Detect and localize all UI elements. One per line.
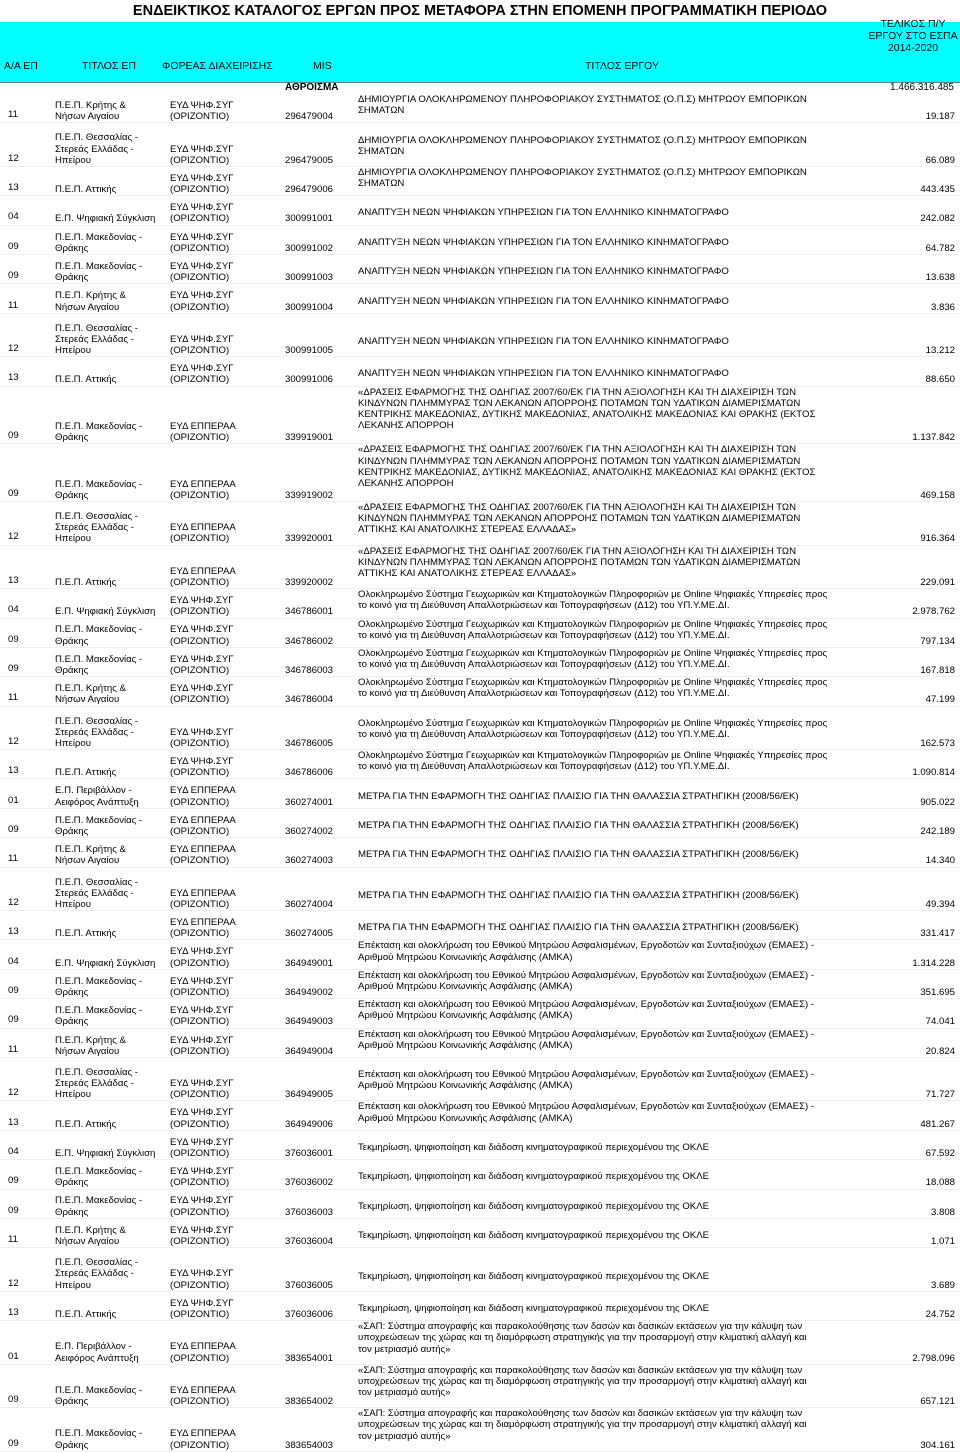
- row-ep: 09: [8, 487, 19, 499]
- row-fund: ΕΥΔ ΕΠΠΕΡΑΑ (ΟΡΙΖΟΝΤΙΟ): [170, 844, 236, 867]
- row-region: Ε.Π. Ψηφιακή Σύγκλιση: [55, 1147, 156, 1159]
- row-ep: 11: [8, 1043, 18, 1055]
- row-mis: 300991002: [285, 242, 334, 254]
- row-fund: ΕΥΔ ΨΗΦ.ΣΥΓ (ΟΡΙΖΟΝΤΙΟ): [170, 624, 234, 647]
- row-fund: ΕΥΔ ΕΠΠΕΡΑΑ (ΟΡΙΖΟΝΤΙΟ): [170, 785, 236, 808]
- header-mis: MIS: [313, 60, 332, 72]
- row-fund: ΕΥΔ ΨΗΦ.ΣΥΓ (ΟΡΙΖΟΝΤΙΟ): [170, 1195, 234, 1218]
- table-row: [0, 444, 960, 502]
- summary-label: ΑΘΡΟΙΣΜΑ: [285, 82, 339, 93]
- row-title: ΜΕΤΡΑ ΓΙΑ ΤΗΝ ΕΦΑΡΜΟΓΗ ΤΗΣ ΟΔΗΓΙΑΣ ΠΛΑΙΣΙΟ ΓΙΑ ΤΗΝ ΘΑΛΑΣΣΙΑ ΣΤΡΑΤΗΓΙΚΗ (2008/56/ΕΚ): [358, 790, 799, 802]
- table-row: [0, 809, 960, 838]
- row-title: «ΔΡΑΣΕΙΣ ΕΦΑΡΜΟΓΗΣ ΤΗΣ ΟΔΗΓΙΑΣ 2007/60/ΕΚ ΓΙΑ ΤΗΝ ΑΞΙΟΛΟΓΗΣΗ ΚΑΙ ΤΗ ΔΙΑΧΕΙΡΙΣΗ ΤΩΝ ΚΙΝΔΥΝΩΝ ΠΛΗΜΜΥΡΑΣ ΤΩΝ ΛΕΚΑΝΩΝ ΑΠΟΡΡΟΗΣ ΠΟΤΑΜΩΝ ΤΩΝ ΥΔΑΤΙΚΩΝ ΔΙΑΜΕΡΙΣΜΑΤΩΝ ΚΕΝΤΡΙΚΗΣ ΜΑΚΕΔΟΝΙΑΣ, ΔΥΤΙΚΗΣ ΜΑΚΕΔΟΝΙΑΣ, ΑΝΑΤΟΛΙΚΗΣ ΜΑΚΕΔΟΝΙΑΣ ΚΑΙ ΘΡΑΚΗΣ (ΕΚΤΟΣ ΛΕΚΑΝΗΣ ΑΠΟΡΡΟΗ: [358, 386, 816, 432]
- row-ep: 11: [8, 109, 18, 121]
- row-title: «ΔΡΑΣΕΙΣ ΕΦΑΡΜΟΓΗΣ ΤΗΣ ΟΔΗΓΙΑΣ 2007/60/ΕΚ ΓΙΑ ΤΗΝ ΑΞΙΟΛΟΓΗΣΗ ΚΑΙ ΤΗ ΔΙΑΧΕΙΡΙΣΗ ΤΩΝ ΚΙΝΔΥΝΩΝ ΠΛΗΜΜΥΡΑΣ ΤΩΝ ΛΕΚΑΝΩΝ ΑΠΟΡΡΟΗΣ ΠΟΤΑΜΩΝ ΤΩΝ ΥΔΑΤΙΚΩΝ ΔΙΑΜΕΡΙΣΜΑΤΩΝ ΑΤΤΙΚΗΣ ΚΑΙ ΑΝΑΤΟΛΙΚΗΣ ΣΤΕΡΕΑΣ ΕΛΛΑΔΑΣ»: [358, 502, 801, 536]
- row-fund: ΕΥΔ ΕΠΠΕΡΑΑ (ΟΡΙΖΟΝΤΙΟ): [170, 420, 236, 444]
- row-ep: 12: [8, 1087, 19, 1099]
- row-amount: 443.435: [920, 184, 955, 196]
- header-fund: ΦΟΡΕΑΣ ΔΙΑΧΕΙΡΙΣΗΣ: [162, 60, 273, 72]
- row-mis: 383654002: [285, 1396, 334, 1408]
- row-title: ΔΗΜΙΟΥΡΓΙΑ ΟΛΟΚΛΗΡΩΜΕΝΟΥ ΠΛΗΡΟΦΟΡΙΑΚΟΥ ΣΥΣΤΗΜΑΤΟΣ (Ο.Π.Σ) ΜΗΤΡΩΟΥ ΕΜΠΟΡΙΚΩΝ ΣΗΜΑΤΩΝ: [358, 166, 807, 190]
- row-region: Π.Ε.Π. Αττικής: [55, 184, 117, 196]
- row-title: Τεκμηρίωση, ψηφιοποίηση και διάδοση κινηματογραφικού περιεχομένου της ΟΚΛΕ: [358, 1230, 709, 1242]
- row-fund: ΕΥΔ ΨΗΦ.ΣΥΓ (ΟΡΙΖΟΝΤΙΟ): [170, 363, 234, 386]
- row-ep: 12: [8, 531, 19, 543]
- table-row: [0, 970, 960, 999]
- row-title: ΑΝΑΠΤΥΞΗ ΝΕΩΝ ΨΗΦΙΑΚΩΝ ΥΠΗΡΕΣΙΩΝ ΓΙΑ ΤΟΝ ΕΛΛΗΝΙΚΟ ΚΙΝΗΜΑΤΟΓΡΑΦΟ: [358, 236, 729, 248]
- row-mis: 364949004: [285, 1045, 334, 1057]
- row-ep: 09: [8, 240, 19, 252]
- table-header: [0, 18, 960, 83]
- row-ep: 09: [8, 824, 19, 835]
- row-fund: ΕΥΔ ΨΗΦ.ΣΥΓ (ΟΡΙΖΟΝΤΙΟ): [170, 946, 234, 969]
- row-amount: 71.727: [925, 1089, 955, 1101]
- row-fund: ΕΥΔ ΕΠΠΕΡΑΑ (ΟΡΙΖΟΝΤΙΟ): [170, 887, 236, 910]
- table-row: [0, 1219, 960, 1248]
- row-fund: ΕΥΔ ΨΗΦ.ΣΥΓ (ΟΡΙΖΟΝΤΙΟ): [170, 1005, 234, 1028]
- row-mis: 360274005: [285, 928, 334, 940]
- row-ep: 09: [8, 1437, 19, 1449]
- row-ep: 13: [8, 1306, 19, 1318]
- row-title: Επέκταση και ολοκλήρωση του Εθνικού Μητρώου Ασφαλισμένων, Εργοδοτών και Συνταξιούχων (ΕΜΑΕΣ) - Αριθμού Μητρώου Κοινωνικής Ασφάλισης (ΑΜΚΑ): [358, 969, 815, 993]
- row-mis: 360274002: [285, 826, 334, 837]
- row-ep: 09: [8, 270, 19, 282]
- row-amount: 47.199: [925, 694, 955, 706]
- row-ep: 11: [8, 1234, 18, 1246]
- header-ep-title: ΤΙΤΛΟΣ ΕΠ: [82, 60, 136, 72]
- row-mis: 360274004: [285, 898, 334, 910]
- row-fund: ΕΥΔ ΨΗΦ.ΣΥΓ (ΟΡΙΖΟΝΤΙΟ): [170, 231, 234, 254]
- table-row: [0, 123, 960, 167]
- row-region: Π.Ε.Π. Κρήτης & Νήσων Αιγαίου: [55, 290, 126, 313]
- table-row: [0, 1248, 960, 1292]
- row-region: Ε.Π. Περιβάλλον - Αειφόρος Ανάπτυξη: [55, 785, 139, 808]
- table-row: [0, 226, 960, 255]
- row-fund: ΕΥΔ ΨΗΦ.ΣΥΓ (ΟΡΙΖΟΝΤΙΟ): [170, 726, 234, 749]
- row-title: Τεκμηρίωση, ψηφιοποίηση και διάδοση κινηματογραφικού περιεχομένου της ΟΚΛΕ: [358, 1200, 709, 1212]
- table-row: [0, 838, 960, 867]
- table-row: [0, 868, 960, 912]
- row-title: Ολοκληρωμένο Σύστημα Γεωχωρικών και Κτηματολογικών Πληροφοριών με Online Ψηφιακές Υπηρεσίες προς το κοινό για τη Διεύθυνση Απαλλοτριώσεων και Τοπογραφήσεων (Δ12) του ΥΠ.Υ.ΜΕ.ΔΙ.: [358, 618, 828, 641]
- row-amount: 18.088: [925, 1177, 955, 1189]
- row-amount: 67.592: [925, 1147, 955, 1159]
- row-mis: 346786001: [285, 606, 334, 618]
- table-row: [0, 911, 960, 940]
- row-mis: 383654003: [285, 1439, 334, 1451]
- row-title: «ΔΡΑΣΕΙΣ ΕΦΑΡΜΟΓΗΣ ΤΗΣ ΟΔΗΓΙΑΣ 2007/60/ΕΚ ΓΙΑ ΤΗΝ ΑΞΙΟΛΟΓΗΣΗ ΚΑΙ ΤΗ ΔΙΑΧΕΙΡΙΣΗ ΤΩΝ ΚΙΝΔΥΝΩΝ ΠΛΗΜΜΥΡΑΣ ΤΩΝ ΛΕΚΑΝΩΝ ΑΠΟΡΡΟΗΣ ΠΟΤΑΜΩΝ ΤΩΝ ΥΔΑΤΙΚΩΝ ΔΙΑΜΕΡΙΣΜΑΤΩΝ ΚΕΝΤΡΙΚΗΣ ΜΑΚΕΔΟΝΙΑΣ, ΔΥΤΙΚΗΣ ΜΑΚΕΔΟΝΙΑΣ, ΑΝΑΤΟΛΙΚΗΣ ΜΑΚΕΔΟΝΙΑΣ ΚΑΙ ΘΡΑΚΗΣ (ΕΚΤΟΣ ΛΕΚΑΝΗΣ ΑΠΟΡΡΟΗ: [358, 444, 816, 489]
- row-ep: 04: [8, 1145, 19, 1157]
- table-row: [0, 677, 960, 706]
- row-ep: 09: [8, 633, 19, 645]
- row-ep: 04: [8, 604, 19, 616]
- row-mis: 376036001: [285, 1147, 334, 1159]
- row-mis: 346786002: [285, 635, 334, 647]
- row-region: Π.Ε.Π. Μακεδονίας - Θράκης: [55, 1428, 143, 1451]
- row-region: Π.Ε.Π. Μακεδονίας - Θράκης: [55, 231, 143, 254]
- document-title: ΕΝΔΕΙΚΤΙΚΟΣ ΚΑΤΑΛΟΓΟΣ ΕΡΓΩΝ ΠΡΟΣ ΜΕΤΑΦΟΡΑ ΣΤΗΝ ΕΠΟΜΕΝΗ ΠΡΟΓΡΑΜΜΑΤΙΚΗ ΠΕΡΙΟΔΟ: [132, 3, 828, 19]
- row-amount: 13.638: [925, 272, 955, 284]
- row-amount: 1.314.228: [912, 957, 955, 969]
- row-ep: 09: [8, 1175, 19, 1187]
- row-title: ΑΝΑΠΤΥΞΗ ΝΕΩΝ ΨΗΦΙΑΚΩΝ ΥΠΗΡΕΣΙΩΝ ΓΙΑ ΤΟΝ ΕΛΛΗΝΙΚΟ ΚΙΝΗΜΑΤΟΓΡΑΦΟ: [358, 207, 729, 219]
- row-title: «ΔΡΑΣΕΙΣ ΕΦΑΡΜΟΓΗΣ ΤΗΣ ΟΔΗΓΙΑΣ 2007/60/ΕΚ ΓΙΑ ΤΗΝ ΑΞΙΟΛΟΓΗΣΗ ΚΑΙ ΤΗ ΔΙΑΧΕΙΡΙΣΗ ΤΩΝ ΚΙΝΔΥΝΩΝ ΠΛΗΜΜΥΡΑΣ ΤΩΝ ΛΕΚΑΝΩΝ ΑΠΟΡΡΟΗΣ ΠΟΤΑΜΩΝ ΤΩΝ ΥΔΑΤΙΚΩΝ ΔΙΑΜΕΡΙΣΜΑΤΩΝ ΑΤΤΙΚΗΣ ΚΑΙ ΑΝΑΤΟΛΙΚΗΣ ΣΤΕΡΕΑΣ ΕΛΛΑΔΑΣ»: [358, 545, 801, 579]
- row-region: Ε.Π. Περιβάλλον - Αειφόρος Ανάπτυξη: [55, 1341, 139, 1364]
- row-mis: 346786006: [285, 767, 334, 779]
- row-title: Τεκμηρίωση, ψηφιοποίηση και διάδοση κινηματογραφικού περιεχομένου της ΟΚΛΕ: [358, 1270, 709, 1282]
- table-row: [0, 387, 960, 445]
- row-mis: 383654001: [285, 1352, 334, 1364]
- row-fund: ΕΥΔ ΨΗΦ.ΣΥΓ (ΟΡΙΖΟΝΤΙΟ): [170, 1078, 234, 1101]
- row-amount: 3.836: [930, 301, 955, 313]
- row-title: Τεκμηρίωση, ψηφιοποίηση και διάδοση κινηματογραφικού περιεχομένου της ΟΚΛΕ: [358, 1303, 709, 1314]
- row-title: «ΣΑΠ: Σύστημα απογραφής και παρακολούθησης των δασών και δασικών εκτάσεων για την κάλυψη των υποχρεώσεων της χώρας και τη διαμόρφωση στρατηγικής για την προσαρμογή στην κλιματική αλλαγή και τον μετριασμό αυτής»: [358, 1408, 807, 1442]
- table-row: [0, 999, 960, 1028]
- row-amount: 481.267: [920, 1118, 955, 1130]
- row-mis: 296479006: [285, 184, 334, 196]
- row-amount: 469.158: [920, 489, 955, 501]
- row-mis: 300991006: [285, 374, 334, 386]
- row-fund: ΕΥΔ ΕΠΠΕΡΑΑ (ΟΡΙΖΟΝΤΙΟ): [170, 917, 236, 940]
- row-region: Π.Ε.Π. Θεσσαλίας - Στερεάς Ελλάδας - Ηπείρου: [55, 1066, 139, 1101]
- row-ep: 04: [8, 211, 19, 223]
- row-mis: 339920001: [285, 533, 334, 545]
- row-ep: 13: [8, 926, 19, 938]
- row-title: ΜΕΤΡΑ ΓΙΑ ΤΗΝ ΕΦΑΡΜΟΓΗ ΤΗΣ ΟΔΗΓΙΑΣ ΠΛΑΙΣΙΟ ΓΙΑ ΤΗΝ ΘΑΛΑΣΣΙΑ ΣΤΡΑΤΗΓΙΚΗ (2008/56/ΕΚ): [358, 849, 799, 861]
- row-fund: ΕΥΔ ΨΗΦ.ΣΥΓ (ΟΡΙΖΟΝΤΙΟ): [170, 1166, 234, 1189]
- row-region: Π.Ε.Π. Αττικής: [55, 1308, 117, 1320]
- row-amount: 66.089: [925, 154, 955, 166]
- row-title: ΑΝΑΠΤΥΞΗ ΝΕΩΝ ΨΗΦΙΑΚΩΝ ΥΠΗΡΕΣΙΩΝ ΓΙΑ ΤΟΝ ΕΛΛΗΝΙΚΟ ΚΙΝΗΜΑΤΟΓΡΑΦΟ: [358, 266, 729, 278]
- row-mis: 296479004: [285, 111, 334, 123]
- row-region: Π.Ε.Π. Μακεδονίας - Θράκης: [55, 624, 143, 647]
- row-fund: ΕΥΔ ΨΗΦ.ΣΥΓ (ΟΡΙΖΟΝΤΙΟ): [170, 1268, 234, 1291]
- row-amount: 916.364: [920, 533, 955, 545]
- row-fund: ΕΥΔ ΨΗΦ.ΣΥΓ (ΟΡΙΖΟΝΤΙΟ): [170, 595, 234, 618]
- row-fund: ΕΥΔ ΕΠΠΕΡΑΑ (ΟΡΙΖΟΝΤΙΟ): [170, 478, 236, 501]
- row-fund: ΕΥΔ ΨΗΦ.ΣΥΓ (ΟΡΙΖΟΝΤΙΟ): [170, 172, 234, 196]
- row-title: ΔΗΜΙΟΥΡΓΙΑ ΟΛΟΚΛΗΡΩΜΕΝΟΥ ΠΛΗΡΟΦΟΡΙΑΚΟΥ ΣΥΣΤΗΜΑΤΟΣ (Ο.Π.Σ) ΜΗΤΡΩΟΥ ΕΜΠΟΡΙΚΩΝ ΣΗΜΑΤΩΝ: [358, 134, 807, 157]
- row-region: Π.Ε.Π. Αττικής: [55, 1118, 117, 1130]
- row-region: Π.Ε.Π. Μακεδονίας - Θράκης: [55, 420, 143, 444]
- row-amount: 24.752: [925, 1308, 955, 1320]
- table-row: [0, 750, 960, 779]
- row-ep: 13: [8, 765, 19, 777]
- row-mis: 364949005: [285, 1089, 334, 1101]
- project-table: [0, 94, 960, 1452]
- row-region: Π.Ε.Π. Μακεδονίας - Θράκης: [55, 653, 143, 677]
- row-ep: 12: [8, 735, 19, 747]
- row-title: Επέκταση και ολοκλήρωση του Εθνικού Μητρώου Ασφαλισμένων, Εργοδοτών και Συνταξιούχων (ΕΜΑΕΣ) - Αριθμού Μητρώου Κοινωνικής Ασφάλισης (ΑΜΚΑ): [358, 940, 815, 963]
- row-region: Π.Ε.Π. Κρήτης & Νήσων Αιγαίου: [55, 683, 126, 706]
- row-mis: 300991005: [285, 345, 334, 357]
- table-row: [0, 1365, 960, 1409]
- table-row: [0, 1292, 960, 1321]
- row-fund: ΕΥΔ ΨΗΦ.ΣΥΓ (ΟΡΙΖΟΝΤΙΟ): [170, 99, 234, 123]
- row-mis: 296479005: [285, 154, 334, 166]
- row-fund: ΕΥΔ ΕΠΠΕΡΑΑ (ΟΡΙΖΟΝΤΙΟ): [170, 814, 236, 837]
- header-project-title: ΤΙΤΛΟΣ ΕΡΓΟΥ: [585, 60, 659, 72]
- row-region: Π.Ε.Π. Κρήτης & Νήσων Αιγαίου: [55, 844, 126, 867]
- table-row: [0, 779, 960, 808]
- table-row: [0, 167, 960, 196]
- row-fund: ΕΥΔ ΨΗΦ.ΣΥΓ (ΟΡΙΖΟΝΤΙΟ): [170, 653, 234, 677]
- row-fund: ΕΥΔ ΨΗΦ.ΣΥΓ (ΟΡΙΖΟΝΤΙΟ): [170, 683, 234, 706]
- row-mis: 360274001: [285, 796, 334, 808]
- table-row: [0, 589, 960, 618]
- row-fund: ΕΥΔ ΕΠΠΕΡΑΑ (ΟΡΙΖΟΝΤΙΟ): [170, 565, 236, 588]
- row-amount: 2.978.762: [912, 606, 955, 618]
- row-region: Π.Ε.Π. Κρήτης & Νήσων Αιγαίου: [55, 1224, 126, 1248]
- row-title: Επέκταση και ολοκλήρωση του Εθνικού Μητρώου Ασφαλισμένων, Εργοδοτών και Συνταξιούχων (ΕΜΑΕΣ) - Αριθμού Μητρώου Κοινωνικής Ασφάλισης (ΑΜΚΑ): [358, 1028, 815, 1051]
- row-region: Π.Ε.Π. Θεσσαλίας - Στερεάς Ελλάδας - Ηπείρου: [55, 510, 139, 545]
- row-ep: 11: [8, 692, 18, 704]
- row-amount: 905.022: [920, 796, 955, 808]
- summary-row: [0, 82, 960, 94]
- row-ep: 12: [8, 152, 19, 164]
- row-ep: 12: [8, 1277, 19, 1289]
- row-fund: ΕΥΔ ΨΗΦ.ΣΥΓ (ΟΡΙΖΟΝΤΙΟ): [170, 260, 234, 284]
- row-ep: 09: [8, 430, 19, 442]
- row-amount: 14.340: [925, 855, 955, 867]
- row-mis: 300991001: [285, 213, 334, 225]
- row-ep: 04: [8, 955, 19, 967]
- row-region: Π.Ε.Π. Αττικής: [55, 767, 117, 779]
- table-row: [0, 255, 960, 284]
- row-region: Π.Ε.Π. Μακεδονίας - Θράκης: [55, 260, 143, 284]
- row-ep: 12: [8, 896, 19, 908]
- row-amount: 331.417: [920, 928, 955, 940]
- row-amount: 797.134: [920, 635, 955, 647]
- row-region: Π.Ε.Π. Κρήτης & Νήσων Αιγαίου: [55, 1034, 126, 1057]
- row-region: Π.Ε.Π. Κρήτης & Νήσων Αιγαίου: [55, 99, 126, 123]
- row-title: Επέκταση και ολοκλήρωση του Εθνικού Μητρώου Ασφαλισμένων, Εργοδοτών και Συνταξιούχων (ΕΜΑΕΣ) - Αριθμού Μητρώου Κοινωνικής Ασφάλισης (ΑΜΚΑ): [358, 1069, 815, 1092]
- row-amount: 242.082: [920, 213, 955, 225]
- row-ep: 12: [8, 343, 19, 355]
- row-mis: 360274003: [285, 855, 334, 867]
- row-amount: 3.808: [930, 1206, 955, 1218]
- row-title: Ολοκληρωμένο Σύστημα Γεωχωρικών και Κτηματολογικών Πληροφοριών με Online Ψηφιακές Υπηρεσίες προς το κοινό για τη Διεύθυνση Απαλλοτριώσεων και Τοπογραφήσεων (Δ12) του ΥΠ.Υ.ΜΕ.ΔΙ.: [358, 589, 828, 612]
- row-ep: 01: [8, 794, 19, 806]
- row-fund: ΕΥΔ ΕΠΠΕΡΑΑ (ΟΡΙΖΟΝΤΙΟ): [170, 1384, 236, 1408]
- row-fund: ΕΥΔ ΨΗΦ.ΣΥΓ (ΟΡΙΖΟΝΤΙΟ): [170, 290, 234, 313]
- table-row: [0, 1190, 960, 1219]
- row-region: Ε.Π. Ψηφιακή Σύγκλιση: [55, 213, 156, 225]
- row-amount: 74.041: [925, 1016, 955, 1028]
- row-title: Επέκταση και ολοκλήρωση του Εθνικού Μητρώου Ασφαλισμένων, Εργοδοτών και Συνταξιούχων (ΕΜΑΕΣ) - Αριθμού Μητρώου Κοινωνικής Ασφάλισης (ΑΜΚΑ): [358, 999, 815, 1022]
- table-row: [0, 502, 960, 546]
- row-mis: 376036005: [285, 1279, 334, 1291]
- row-ep: 09: [8, 984, 19, 996]
- row-region: Π.Ε.Π. Μακεδονίας - Θράκης: [55, 1195, 143, 1218]
- row-amount: 162.573: [920, 737, 955, 749]
- row-title: ΜΕΤΡΑ ΓΙΑ ΤΗΝ ΕΦΑΡΜΟΓΗ ΤΗΣ ΟΔΗΓΙΑΣ ΠΛΑΙΣΙΟ ΓΙΑ ΤΗΝ ΘΑΛΑΣΣΙΑ ΣΤΡΑΤΗΓΙΚΗ (2008/56/ΕΚ): [358, 820, 799, 832]
- row-mis: 346786003: [285, 665, 334, 677]
- row-amount: 3.689: [930, 1279, 955, 1291]
- row-amount: 64.782: [925, 242, 955, 254]
- row-region: Π.Ε.Π. Αττικής: [55, 576, 117, 588]
- row-title: ΜΕΤΡΑ ΓΙΑ ΤΗΝ ΕΦΑΡΜΟΓΗ ΤΗΣ ΟΔΗΓΙΑΣ ΠΛΑΙΣΙΟ ΓΙΑ ΤΗΝ ΘΑΛΑΣΣΙΑ ΣΤΡΑΤΗΓΙΚΗ (2008/56/ΕΚ): [358, 922, 799, 934]
- row-amount: 351.695: [920, 986, 955, 998]
- row-mis: 300991004: [285, 301, 334, 313]
- row-ep: 13: [8, 372, 19, 384]
- row-title: ΔΗΜΙΟΥΡΓΙΑ ΟΛΟΚΛΗΡΩΜΕΝΟΥ ΠΛΗΡΟΦΟΡΙΑΚΟΥ ΣΥΣΤΗΜΑΤΟΣ (Ο.Π.Σ) ΜΗΤΡΩΟΥ ΕΜΠΟΡΙΚΩΝ ΣΗΜΑΤΩΝ: [358, 94, 807, 117]
- row-region: Π.Ε.Π. Θεσσαλίας - Στερεάς Ελλάδας - Ηπείρου: [55, 132, 139, 166]
- row-region: Π.Ε.Π. Θεσσαλίας - Στερεάς Ελλάδας - Ηπείρου: [55, 715, 139, 749]
- table-row: [0, 1160, 960, 1189]
- row-fund: ΕΥΔ ΨΗΦ.ΣΥΓ (ΟΡΙΖΟΝΤΙΟ): [170, 1136, 234, 1159]
- table-row: [0, 357, 960, 386]
- row-mis: 346786004: [285, 694, 334, 706]
- row-region: Π.Ε.Π. Θεσσαλίας - Στερεάς Ελλάδας - Ηπείρου: [55, 1257, 139, 1291]
- row-mis: 346786005: [285, 737, 334, 749]
- row-ep: 11: [8, 299, 18, 311]
- row-amount: 304.161: [920, 1439, 955, 1451]
- row-fund: ΕΥΔ ΨΗΦ.ΣΥΓ (ΟΡΙΖΟΝΤΙΟ): [170, 1297, 234, 1320]
- row-mis: 364949006: [285, 1118, 334, 1130]
- row-title: Ολοκληρωμένο Σύστημα Γεωχωρικών και Κτηματολογικών Πληροφοριών με Online Ψηφιακές Υπηρεσίες προς το κοινό για τη Διεύθυνση Απαλλοτριώσεων και Τοπογραφήσεων (Δ12) του ΥΠ.Υ.ΜΕ.ΔΙ.: [358, 750, 828, 773]
- row-ep: 01: [8, 1350, 19, 1362]
- row-mis: 364949002: [285, 986, 334, 998]
- row-ep: 09: [8, 1014, 19, 1026]
- row-fund: ΕΥΔ ΨΗΦ.ΣΥΓ (ΟΡΙΖΟΝΤΙΟ): [170, 202, 234, 225]
- table-row: [0, 1321, 960, 1365]
- row-amount: 88.650: [925, 374, 955, 386]
- row-mis: 364949003: [285, 1016, 334, 1028]
- table-row: [0, 707, 960, 751]
- row-amount: 242.189: [920, 826, 955, 837]
- row-amount: 1.071: [930, 1236, 955, 1248]
- row-title: Επέκταση και ολοκλήρωση του Εθνικού Μητρώου Ασφαλισμένων, Εργοδοτών και Συνταξιούχων (ΕΜΑΕΣ) - Αριθμού Μητρώου Κοινωνικής Ασφάλισης (ΑΜΚΑ): [358, 1101, 815, 1124]
- row-ep: 13: [8, 182, 19, 194]
- row-ep: 13: [8, 574, 19, 586]
- row-mis: 300991003: [285, 272, 334, 284]
- table-row: [0, 94, 960, 123]
- row-fund: ΕΥΔ ΕΠΠΕΡΑΑ (ΟΡΙΖΟΝΤΙΟ): [170, 1341, 236, 1364]
- row-ep: 09: [8, 1394, 19, 1406]
- row-title: «ΣΑΠ: Σύστημα απογραφής και παρακολούθησης των δασών και δασικών εκτάσεων για την κάλυψη των υποχρεώσεων της χώρας και τη διαμόρφωση στρατηγικής για την προσαρμογή στην κλιματική αλλαγή και τον μετριασμό αυτής»: [358, 1321, 807, 1355]
- row-fund: ΕΥΔ ΕΠΠΕΡΑΑ (ΟΡΙΖΟΝΤΙΟ): [170, 522, 236, 545]
- row-amount: 1.090.814: [912, 767, 955, 779]
- row-amount: 1.137.842: [912, 432, 955, 444]
- row-title: ΑΝΑΠΤΥΞΗ ΝΕΩΝ ΨΗΦΙΑΚΩΝ ΥΠΗΡΕΣΙΩΝ ΓΙΑ ΤΟΝ ΕΛΛΗΝΙΚΟ ΚΙΝΗΜΑΤΟΓΡΑΦΟ: [358, 336, 729, 348]
- row-fund: ΕΥΔ ΨΗΦ.ΣΥΓ (ΟΡΙΖΟΝΤΙΟ): [170, 1034, 234, 1057]
- row-fund: ΕΥΔ ΨΗΦ.ΣΥΓ (ΟΡΙΖΟΝΤΙΟ): [170, 756, 234, 779]
- row-title: «ΣΑΠ: Σύστημα απογραφής και παρακολούθησης των δασών και δασικών εκτάσεων για την κάλυψη των υποχρεώσεων της χώρας και τη διαμόρφωση στρατηγικής για την προσαρμογή στην κλιματική αλλαγή και τον μετριασμό αυτής»: [358, 1364, 807, 1399]
- row-ep: 09: [8, 663, 19, 675]
- row-amount: 229.091: [920, 576, 955, 588]
- table-row: [0, 284, 960, 313]
- row-region: Π.Ε.Π. Μακεδονίας - Θράκης: [55, 478, 143, 501]
- row-region: Π.Ε.Π. Μακεδονίας - Θράκης: [55, 814, 143, 837]
- row-mis: 376036003: [285, 1206, 334, 1218]
- row-region: Π.Ε.Π. Μακεδονίας - Θράκης: [55, 1166, 143, 1189]
- row-region: Π.Ε.Π. Θεσσαλίας - Στερεάς Ελλάδας - Ηπείρου: [55, 876, 139, 910]
- row-region: Π.Ε.Π. Αττικής: [55, 928, 117, 940]
- row-fund: ΕΥΔ ΨΗΦ.ΣΥΓ (ΟΡΙΖΟΝΤΙΟ): [170, 1107, 234, 1130]
- row-amount: 19.187: [925, 111, 955, 123]
- row-region: Ε.Π. Ψηφιακή Σύγκλιση: [55, 957, 156, 969]
- table-row: [0, 1101, 960, 1130]
- row-fund: ΕΥΔ ΨΗΦ.ΣΥΓ (ΟΡΙΖΟΝΤΙΟ): [170, 1224, 234, 1248]
- row-amount: 167.818: [920, 665, 955, 677]
- row-mis: 339920002: [285, 576, 334, 588]
- row-fund: ΕΥΔ ΕΠΠΕΡΑΑ (ΟΡΙΖΟΝΤΙΟ): [170, 1428, 236, 1451]
- row-title: Ολοκληρωμένο Σύστημα Γεωχωρικών και Κτηματολογικών Πληροφοριών με Online Ψηφιακές Υπηρεσίες προς το κοινό για τη Διεύθυνση Απαλλοτριώσεων και Τοπογραφήσεων (Δ12) του ΥΠ.Υ.ΜΕ.ΔΙ.: [358, 717, 828, 740]
- row-amount: 49.394: [925, 898, 955, 910]
- header-total-budget: ΤΕΛΙΚΟΣ Π/Υ ΕΡΓΟΥ ΣΤΟ ΕΣΠΑ 2014-2020: [868, 18, 958, 54]
- row-title: ΜΕΤΡΑ ΓΙΑ ΤΗΝ ΕΦΑΡΜΟΓΗ ΤΗΣ ΟΔΗΓΙΑΣ ΠΛΑΙΣΙΟ ΓΙΑ ΤΗΝ ΘΑΛΑΣΣΙΑ ΣΤΡΑΤΗΓΙΚΗ (2008/56/ΕΚ): [358, 889, 799, 901]
- row-fund: ΕΥΔ ΨΗΦ.ΣΥΓ (ΟΡΙΖΟΝΤΙΟ): [170, 333, 234, 357]
- row-ep: 09: [8, 1204, 19, 1216]
- table-row: [0, 619, 960, 648]
- row-fund: ΕΥΔ ΨΗΦ.ΣΥΓ (ΟΡΙΖΟΝΤΙΟ): [170, 975, 234, 998]
- row-region: Π.Ε.Π. Αττικής: [55, 374, 117, 386]
- row-title: ΑΝΑΠΤΥΞΗ ΝΕΩΝ ΨΗΦΙΑΚΩΝ ΥΠΗΡΕΣΙΩΝ ΓΙΑ ΤΟΝ ΕΛΛΗΝΙΚΟ ΚΙΝΗΜΑΤΟΓΡΑΦΟ: [358, 295, 729, 307]
- row-amount: 657.121: [920, 1396, 955, 1408]
- row-fund: ΕΥΔ ΨΗΦ.ΣΥΓ (ΟΡΙΖΟΝΤΙΟ): [170, 143, 234, 166]
- table-row: [0, 1131, 960, 1160]
- row-title: Τεκμηρίωση, ψηφιοποίηση και διάδοση κινηματογραφικού περιεχομένου της ΟΚΛΕ: [358, 1171, 709, 1183]
- table-row: [0, 648, 960, 677]
- row-title: Ολοκληρωμένο Σύστημα Γεωχωρικών και Κτηματολογικών Πληροφοριών με Online Ψηφιακές Υπηρεσίες προς το κοινό για τη Διεύθυνση Απαλλοτριώσεων και Τοπογραφήσεων (Δ12) του ΥΠ.Υ.ΜΕ.ΔΙ.: [358, 677, 828, 700]
- row-title: Τεκμηρίωση, ψηφιοποίηση και διάδοση κινηματογραφικού περιεχομένου της ΟΚΛΕ: [358, 1142, 709, 1154]
- header-aa-ep: Α/Α ΕΠ: [4, 60, 38, 72]
- row-region: Π.Ε.Π. Μακεδονίας - Θράκης: [55, 1384, 143, 1408]
- row-mis: 339919001: [285, 432, 334, 444]
- table-row: [0, 1029, 960, 1058]
- row-mis: 364949001: [285, 957, 334, 969]
- row-title: Ολοκληρωμένο Σύστημα Γεωχωρικών και Κτηματολογικών Πληροφοριών με Online Ψηφιακές Υπηρεσίες προς το κοινό για τη Διεύθυνση Απαλλοτριώσεων και Τοπογραφήσεων (Δ12) του ΥΠ.Υ.ΜΕ.ΔΙ.: [358, 647, 828, 671]
- row-region: Π.Ε.Π. Μακεδονίας - Θράκης: [55, 975, 143, 998]
- table-row: [0, 940, 960, 969]
- row-region: Π.Ε.Π. Θεσσαλίας - Στερεάς Ελλάδας - Ηπείρου: [55, 322, 139, 357]
- row-amount: 2.798.096: [912, 1352, 955, 1364]
- row-region: Ε.Π. Ψηφιακή Σύγκλιση: [55, 606, 156, 618]
- table-row: [0, 546, 960, 590]
- row-mis: 376036004: [285, 1236, 334, 1248]
- row-ep: 13: [8, 1116, 19, 1128]
- table-row: [0, 1058, 960, 1102]
- table-row: [0, 314, 960, 358]
- table-row: [0, 196, 960, 225]
- row-mis: 376036002: [285, 1177, 334, 1189]
- row-mis: 339919002: [285, 489, 334, 501]
- summary-value: 1.466.316.485: [890, 82, 954, 93]
- row-region: Π.Ε.Π. Μακεδονίας - Θράκης: [55, 1005, 143, 1028]
- row-amount: 20.824: [925, 1045, 955, 1057]
- row-mis: 376036006: [285, 1308, 334, 1320]
- row-ep: 11: [8, 853, 18, 865]
- row-title: ΑΝΑΠΤΥΞΗ ΝΕΩΝ ΨΗΦΙΑΚΩΝ ΥΠΗΡΕΣΙΩΝ ΓΙΑ ΤΟΝ ΕΛΛΗΝΙΚΟ ΚΙΝΗΜΑΤΟΓΡΑΦΟ: [358, 368, 729, 380]
- row-amount: 13.212: [925, 345, 955, 357]
